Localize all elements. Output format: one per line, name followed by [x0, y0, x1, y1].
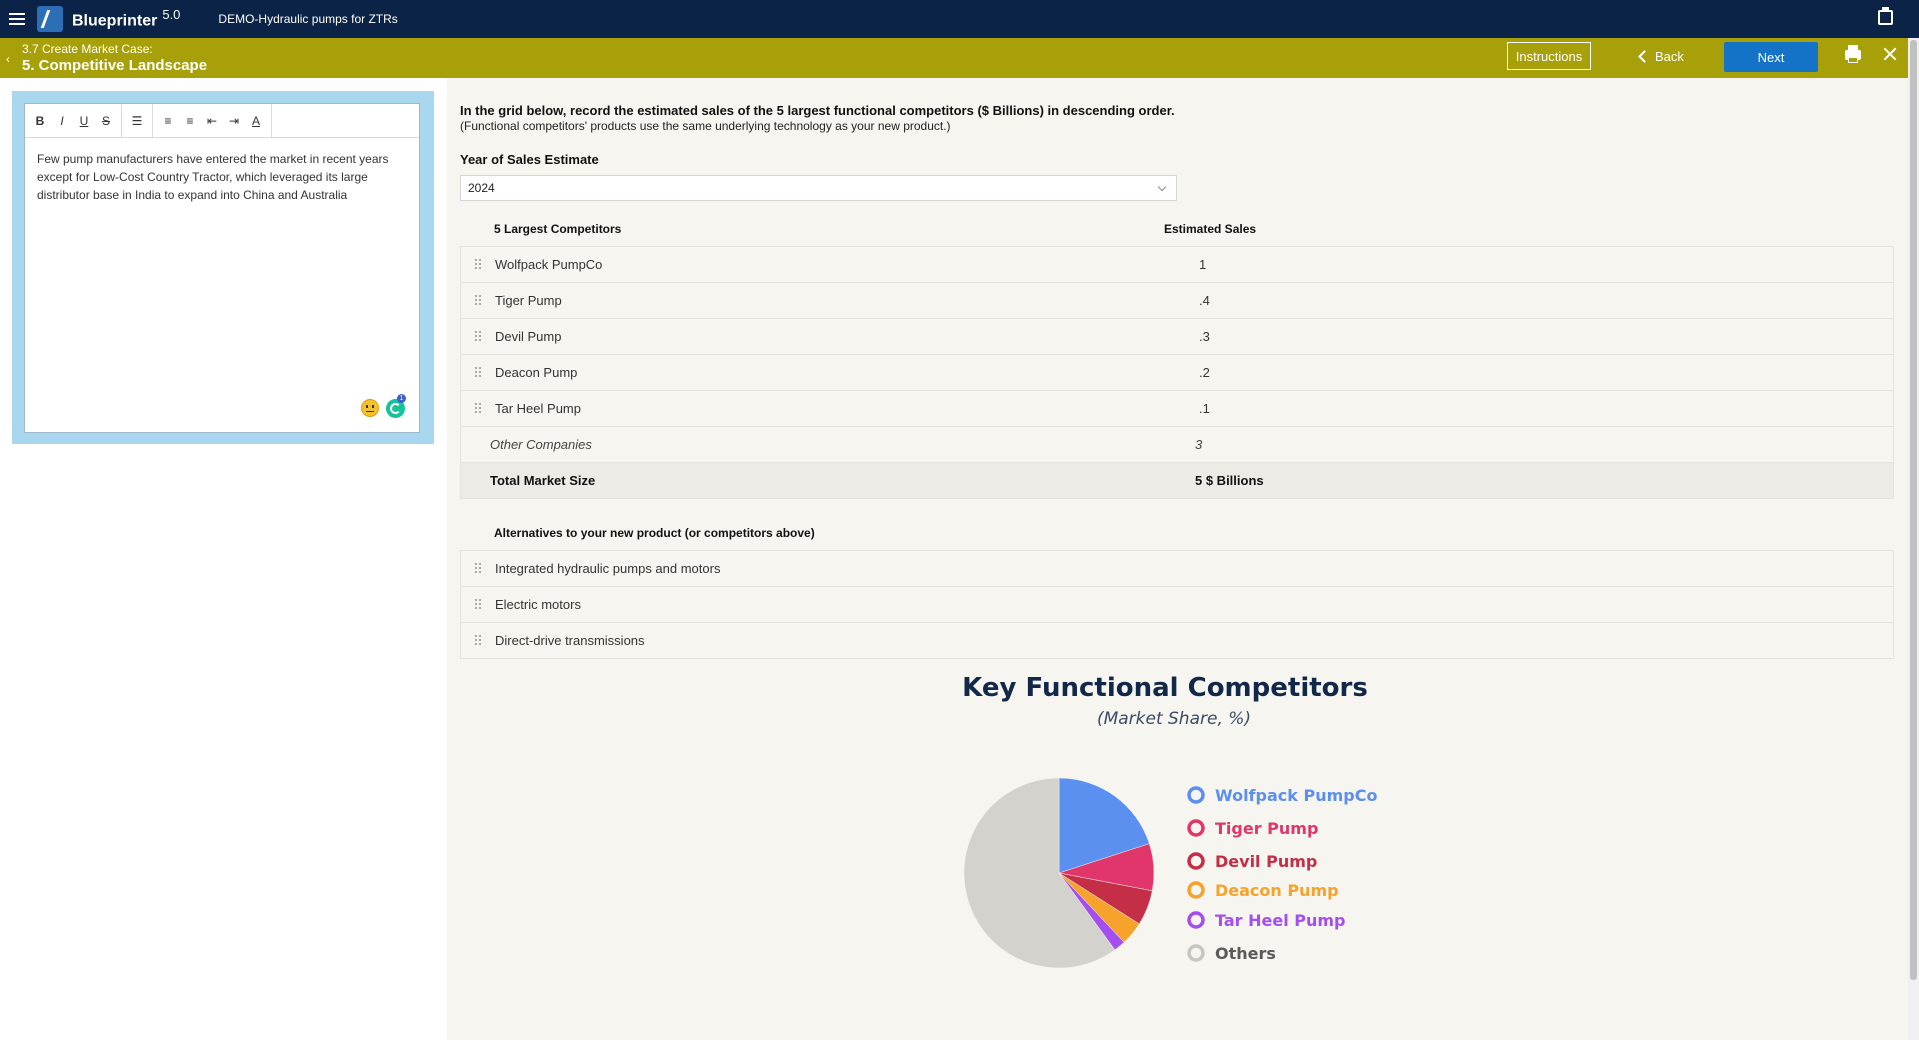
legend-marker-icon[interactable]: [1189, 883, 1203, 897]
notes-panel: [0, 78, 447, 1040]
competitor-name[interactable]: Tiger Pump: [495, 293, 562, 308]
year-label: Year of Sales Estimate: [460, 152, 599, 167]
outdent-icon[interactable]: ⇤: [206, 113, 218, 128]
legend-marker-icon[interactable]: [1189, 788, 1203, 802]
page-scrollbar[interactable]: [1908, 38, 1919, 1040]
scrollbar-thumb[interactable]: [1910, 40, 1917, 980]
font-color-icon[interactable]: A: [251, 113, 260, 128]
close-icon[interactable]: [1882, 46, 1898, 62]
project-name: DEMO-Hydraulic pumps for ZTRs: [218, 12, 398, 26]
competitor-name[interactable]: Tar Heel Pump: [495, 401, 581, 416]
grid-instruction: In the grid below, record the estimated sales of the 5 largest functional competitors ($ Billions) in descending order.: [460, 103, 1175, 118]
back-label: Back: [1655, 48, 1684, 64]
step-header-bar: [0, 38, 1908, 78]
chart-legend: [1189, 786, 1377, 963]
legend-marker-icon[interactable]: [1189, 913, 1203, 927]
market-share-chart: [447, 78, 1908, 1040]
competitor-name[interactable]: Deacon Pump: [495, 365, 578, 380]
editor-frame: [12, 91, 434, 444]
total-market-label: Total Market Size: [490, 473, 596, 488]
chart-subtitle: (Market Share, %): [1096, 709, 1252, 729]
year-value: 2024: [468, 181, 495, 195]
legend-marker-icon[interactable]: [1189, 854, 1203, 868]
alternative-name[interactable]: Electric motors: [495, 597, 581, 612]
editor-toolbar: [25, 104, 419, 138]
other-companies-value: 3: [1195, 437, 1203, 452]
competitors-header: 5 Largest Competitors: [494, 222, 622, 236]
competitor-sales[interactable]: 1: [1199, 257, 1207, 272]
legend-marker-icon[interactable]: [1189, 821, 1203, 835]
print-icon[interactable]: [1845, 50, 1861, 60]
competitor-sales[interactable]: .1: [1199, 401, 1210, 416]
competitor-sales[interactable]: .2: [1199, 365, 1210, 380]
window-restore-icon[interactable]: [1878, 10, 1893, 25]
alternative-name[interactable]: Integrated hydraulic pumps and motors: [495, 561, 721, 576]
chevron-left-icon: [1638, 50, 1651, 63]
sales-header: Estimated Sales: [1164, 222, 1257, 236]
alternatives-header: Alternatives to your new product (or competitors above): [494, 526, 815, 540]
grammarly-badge: 1: [397, 394, 406, 403]
legend-label[interactable]: Others: [1215, 944, 1276, 963]
total-market-value: 5 $ Billions: [1195, 473, 1264, 488]
competitor-sales[interactable]: .3: [1199, 329, 1210, 344]
legend-label[interactable]: Tiger Pump: [1215, 819, 1319, 838]
rich-text-editor[interactable]: [24, 103, 420, 433]
step-label: 3.7 Create Market Case:: [22, 42, 153, 56]
legend-label[interactable]: Wolfpack PumpCo: [1215, 786, 1378, 805]
instructions-button[interactable]: Instructions: [1507, 42, 1591, 70]
bullet-list-icon[interactable]: ≡: [164, 113, 172, 128]
strikethrough-button[interactable]: S: [101, 113, 110, 128]
numbered-list-icon[interactable]: ≡: [186, 113, 194, 128]
legend-label[interactable]: Deacon Pump: [1215, 881, 1339, 900]
underline-button[interactable]: U: [79, 113, 89, 128]
pie: [964, 778, 1154, 968]
next-button[interactable]: Next: [1724, 42, 1818, 72]
page-title: 5. Competitive Landscape: [22, 57, 208, 74]
other-companies-label: Other Companies: [490, 437, 592, 452]
top-nav-bar: [0, 0, 1919, 38]
indent-icon[interactable]: ⇥: [228, 113, 240, 128]
bold-button[interactable]: B: [35, 113, 45, 128]
app-brand: Blueprinter $^{5.0}$: [72, 7, 181, 30]
legend-marker-icon[interactable]: [1189, 946, 1203, 960]
legend-label[interactable]: Devil Pump: [1215, 852, 1318, 871]
grid-instruction-note: (Functional competitors' products use the same underlying technology as your new product.): [460, 119, 951, 133]
align-left-icon[interactable]: ☰: [131, 113, 143, 128]
main-content: [447, 78, 1908, 1040]
collapse-chevron-icon[interactable]: ‹: [6, 52, 10, 66]
editor-content[interactable]: Few pump manufacturers have entered the market in recent years except for Low-Cost Country Tractor, which leveraged its large distributor base in India to expand into China and Australia: [37, 152, 389, 202]
emoji-icon[interactable]: [361, 399, 379, 417]
app-version: 5.0: [162, 7, 181, 23]
legend-label[interactable]: Tar Heel Pump: [1215, 911, 1346, 930]
chart-title: Key Functional Competitors: [962, 673, 1368, 703]
menu-icon[interactable]: [9, 13, 25, 25]
competitor-sales[interactable]: .4: [1199, 293, 1210, 308]
competitor-name[interactable]: Devil Pump: [495, 329, 562, 344]
alternative-name[interactable]: Direct-drive transmissions: [495, 633, 645, 648]
back-button[interactable]: [1640, 42, 1700, 70]
competitor-name[interactable]: Wolfpack PumpCo: [495, 257, 603, 272]
blueprinter-logo: [37, 6, 63, 32]
italic-button[interactable]: I: [60, 113, 64, 128]
